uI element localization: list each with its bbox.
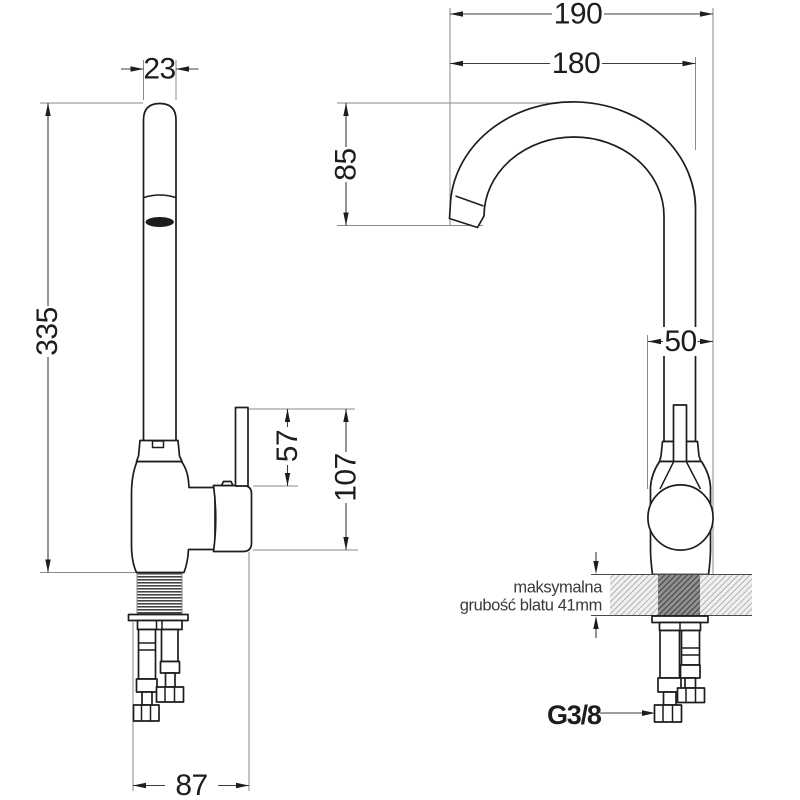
countertop-section <box>591 575 752 616</box>
front-thread-through-counter <box>658 575 700 616</box>
side-view <box>129 104 252 722</box>
front-hose-right-nut <box>678 688 705 703</box>
side-hub-bump <box>222 482 234 486</box>
dim-label-57: 57 <box>271 429 304 463</box>
dim-label-190: 190 <box>553 0 603 31</box>
side-hose-right <box>157 630 184 703</box>
front-gooseneck-spout <box>450 102 696 442</box>
front-hose-left-nut <box>655 705 682 722</box>
dim-label-85: 85 <box>329 148 363 181</box>
side-mounting-flange <box>129 615 189 621</box>
front-hose-left <box>655 631 682 723</box>
side-hose-left-nut <box>134 705 160 721</box>
dim-label-107: 107 <box>329 453 363 502</box>
thread-size-label: G3/8 <box>547 700 601 730</box>
front-mounting-flange <box>652 616 708 623</box>
side-hose-left <box>134 630 160 722</box>
side-stud-block <box>138 621 183 630</box>
side-handle-hub <box>214 486 252 552</box>
front-handle-lever <box>674 405 687 462</box>
side-thread-shank <box>137 574 182 615</box>
dim-label-180: 180 <box>551 47 601 80</box>
dim-label-50: 50 <box>664 325 697 358</box>
dim-label-87: 87 <box>175 769 208 800</box>
front-body-cap <box>648 485 713 550</box>
side-handle-lever <box>236 408 249 487</box>
side-hose-right-nut <box>157 687 184 702</box>
front-hose-right <box>678 631 705 703</box>
side-body <box>132 462 216 573</box>
side-spout-pipe <box>144 104 177 442</box>
side-collar <box>137 441 183 462</box>
countertop-note-line2: grubość blatu 41mm <box>459 596 602 615</box>
dim-label-335: 335 <box>31 307 64 356</box>
countertop-note-line1: maksymalna <box>513 578 602 597</box>
front-view <box>450 102 753 722</box>
dim-label-23: 23 <box>143 52 176 86</box>
side-aerator-outlet <box>146 217 174 227</box>
